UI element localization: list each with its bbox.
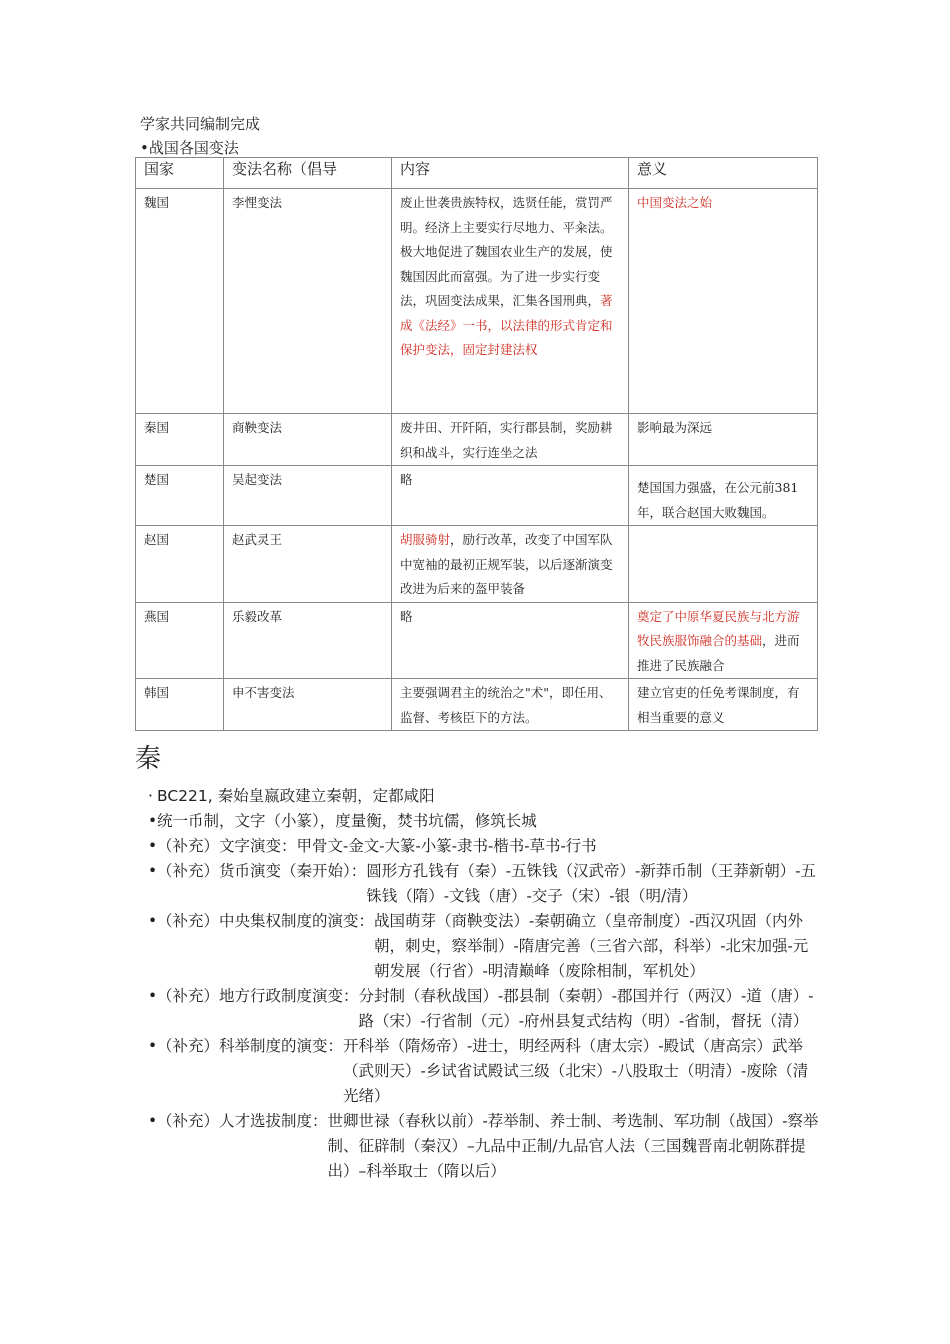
cell-significance bbox=[629, 466, 818, 526]
intro-line: 学家共同编制完成 bbox=[140, 115, 261, 133]
cell-significance bbox=[629, 526, 818, 603]
cell-content: 略 bbox=[392, 466, 629, 526]
header-reform-name: 变法名称（倡导 bbox=[224, 158, 392, 189]
header-country: 国家 bbox=[136, 158, 224, 189]
significance-highlight: 中国变法之始 bbox=[637, 195, 713, 210]
cell-content bbox=[392, 526, 629, 603]
cell-name: 商鞅变法 bbox=[224, 414, 392, 466]
cell-country: 魏国 bbox=[136, 189, 224, 414]
cell-content: 主要强调君主的统治之"术"，即任用、监督、考核臣下的方法。 bbox=[392, 679, 629, 731]
table-row bbox=[136, 679, 818, 731]
significance-highlight: 奠定了中原华夏民族与北方游牧民族服饰融合的基础 bbox=[637, 608, 800, 648]
cell-significance bbox=[629, 189, 818, 414]
section-heading-qin: 秦 bbox=[135, 744, 162, 774]
cell-name: 吴起变法 bbox=[224, 466, 392, 526]
header-significance: 意义 bbox=[629, 158, 818, 189]
cell-country: 燕国 bbox=[136, 602, 224, 679]
content-highlight: 著成《法经》一书，以法律的形式肯定和保护变法，固定封建法权 bbox=[400, 293, 613, 357]
list-item: • （补充）科举制度的演变： 开科举（隋炀帝）-进士，明经两科（唐太宗）-殿试（唐高宗）武举（武则天）-乡试省试殿试三级（北宋）-八股取士（明清）-废除（清光绪） bbox=[148, 1037, 809, 1105]
cell-country: 秦国 bbox=[136, 414, 224, 466]
qin-bullet-list bbox=[148, 784, 823, 1184]
content-highlight: 胡服骑射 bbox=[400, 532, 451, 547]
significance-text: 楚国国力强盛，在公元前381年，联合赵国大败魏国。 bbox=[637, 480, 799, 520]
list-item: • 统一币制，文字（小篆），度量衡，焚书坑儒，修筑长城 bbox=[148, 812, 537, 830]
cell-country: 赵国 bbox=[136, 526, 224, 603]
cell-content: 略 bbox=[392, 602, 629, 679]
reform-table bbox=[135, 157, 818, 731]
table-row bbox=[136, 526, 818, 603]
cell-content: 废井田、开阡陌，实行郡县制，奖励耕织和战斗，实行连坐之法 bbox=[392, 414, 629, 466]
table-header-row bbox=[136, 158, 818, 189]
list-item: · BC221, 秦始皇嬴政建立秦朝，定都咸阳 bbox=[148, 787, 435, 805]
cell-name: 乐毅改革 bbox=[224, 602, 392, 679]
list-item: • （补充）文字演变： 甲骨文-金文-大篆-小篆-隶书-楷书-草书-行书 bbox=[148, 837, 597, 855]
cell-content bbox=[392, 189, 629, 414]
content-text: 废止世袭贵族特权，选贤任能，赏罚严明。经济上主要实行尽地力、平籴法。极大地促进了魏国农业生产的发展，使魏国因此而富强。为了进一步实行变法，巩固变法成果，汇集各国刑典， bbox=[400, 195, 613, 308]
cell-country: 楚国 bbox=[136, 466, 224, 526]
list-item: • （补充）人才选拔制度： 世卿世禄（春秋以前）-荐举制、养士制、考选制、军功制（战国）-察举制、征辟制（秦汉）–九品中正制/九品官人法（三国魏晋南北朝陈群提出）–科举取士（隋以后） bbox=[148, 1112, 819, 1180]
cell-name: 申不害变法 bbox=[224, 679, 392, 731]
cell-significance: 建立官吏的任免考课制度，有相当重要的意义 bbox=[629, 679, 818, 731]
table-row bbox=[136, 414, 818, 466]
list-item: • （补充）货币演变（秦开始）： 圆形方孔钱有（秦）-五铢钱（汉武帝）-新莽币制（王莽新朝）-五铢钱（隋）-文钱（唐）-交子（宋）-银（明/清） bbox=[148, 862, 816, 905]
cell-significance: 影响最为深远 bbox=[629, 414, 818, 466]
table-row bbox=[136, 602, 818, 679]
header-content: 内容 bbox=[392, 158, 629, 189]
table-row bbox=[136, 466, 818, 526]
list-item: • （补充）地方行政制度演变： 分封制（春秋战国）-郡县制（秦朝）-郡国并行（两汉）-道（唐）-路（宋）-行省制（元）-府州县复式结构（明）-省制，督抚（清） bbox=[148, 987, 814, 1030]
significance-text: ，进而推进了民族融合 bbox=[637, 633, 800, 673]
list-item: • （补充）中央集权制度的演变： 战国萌芽（商鞅变法）-秦朝确立（皇帝制度）-西汉巩固（内外朝，刺史，察举制）-隋唐完善（三省六部，科举）-北宋加强-元朝发展（行省）-明清巅峰（废除相制，军机处） bbox=[148, 912, 809, 980]
content-text: ，励行改革，改变了中国军队中宽袖的最初正规军装，以后逐渐演变改进为后来的盔甲装备 bbox=[400, 532, 613, 596]
cell-name: 赵武灵王 bbox=[224, 526, 392, 603]
cell-significance bbox=[629, 602, 818, 679]
cell-country: 韩国 bbox=[136, 679, 224, 731]
table-row bbox=[136, 189, 818, 414]
section-title-warring-states: •战国各国变法 bbox=[140, 139, 239, 157]
cell-name: 李悝变法 bbox=[224, 189, 392, 414]
